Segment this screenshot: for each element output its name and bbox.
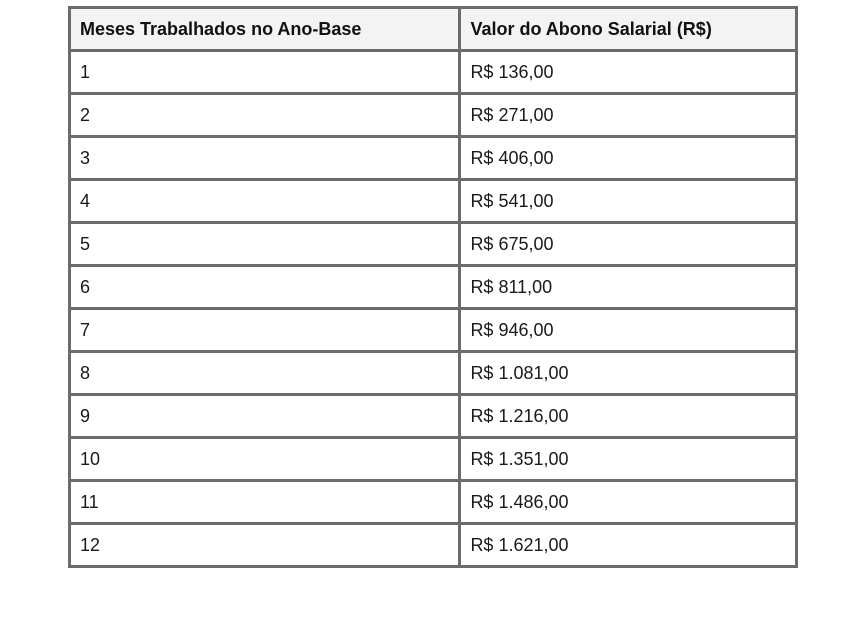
cell-months: 7 [70, 309, 460, 352]
cell-value: R$ 1.081,00 [460, 352, 797, 395]
table-row [70, 438, 797, 481]
cell-months: 9 [70, 395, 460, 438]
header-months: Meses Trabalhados no Ano-Base [70, 8, 460, 51]
table-row [70, 266, 797, 309]
cell-value: R$ 675,00 [460, 223, 797, 266]
table-row [70, 180, 797, 223]
cell-value: R$ 1.486,00 [460, 481, 797, 524]
table-row [70, 94, 797, 137]
cell-months: 5 [70, 223, 460, 266]
table-header-row [70, 8, 797, 51]
cell-value: R$ 1.351,00 [460, 438, 797, 481]
cell-months: 8 [70, 352, 460, 395]
table-row [70, 137, 797, 180]
table-row [70, 352, 797, 395]
cell-value: R$ 946,00 [460, 309, 797, 352]
cell-months: 6 [70, 266, 460, 309]
cell-value: R$ 541,00 [460, 180, 797, 223]
header-value: Valor do Abono Salarial (R$) [460, 8, 797, 51]
table-row [70, 481, 797, 524]
table-row [70, 524, 797, 567]
cell-months: 1 [70, 51, 460, 94]
cell-months: 10 [70, 438, 460, 481]
cell-value: R$ 271,00 [460, 94, 797, 137]
cell-months: 4 [70, 180, 460, 223]
cell-months: 11 [70, 481, 460, 524]
cell-value: R$ 811,00 [460, 266, 797, 309]
table-row [70, 395, 797, 438]
table-row [70, 223, 797, 266]
abono-salarial-table [68, 6, 798, 568]
cell-months: 3 [70, 137, 460, 180]
table-row [70, 309, 797, 352]
cell-months: 12 [70, 524, 460, 567]
cell-value: R$ 136,00 [460, 51, 797, 94]
cell-months: 2 [70, 94, 460, 137]
cell-value: R$ 1.621,00 [460, 524, 797, 567]
table-row [70, 51, 797, 94]
cell-value: R$ 1.216,00 [460, 395, 797, 438]
cell-value: R$ 406,00 [460, 137, 797, 180]
